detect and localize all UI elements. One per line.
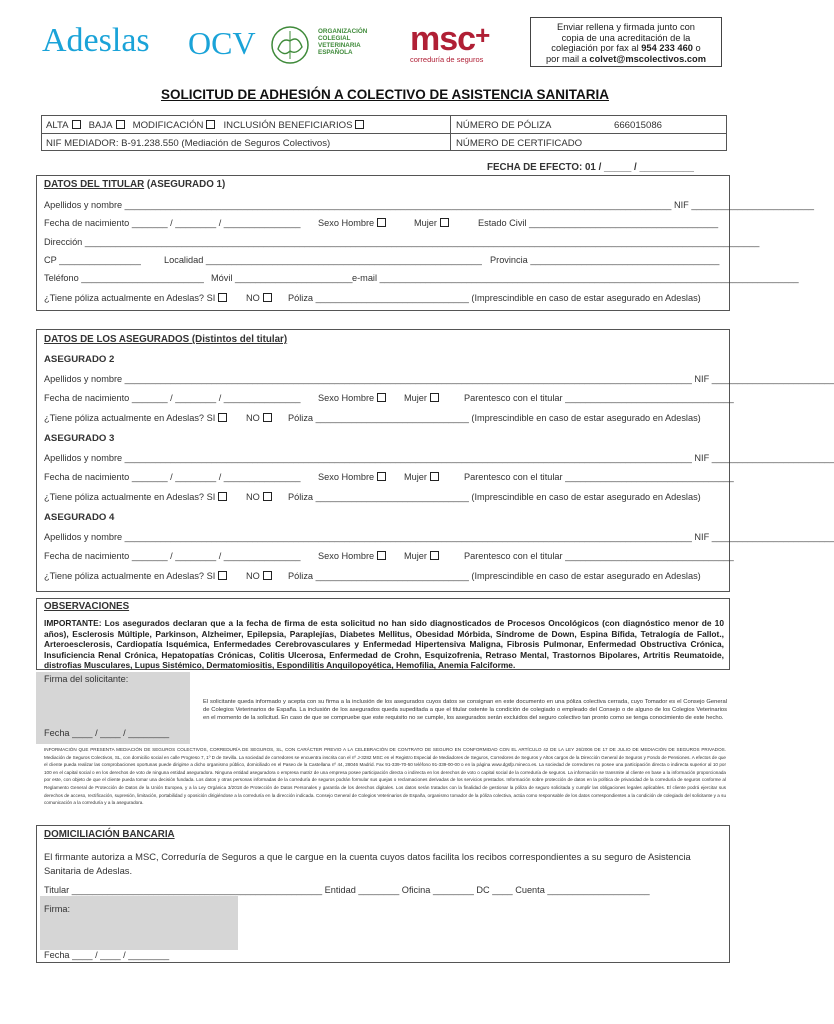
titular-apellidos-field[interactable]: Apellidos y nombre ___________________________________________________________________________________________________________ NIF ________________________ bbox=[44, 200, 814, 210]
poliza-question-group bbox=[44, 413, 227, 423]
page-title: SOLICITUD DE ADHESIÓN A COLECTIVO DE ASISTENCIA SANITARIA bbox=[160, 87, 610, 102]
poliza-no-checkbox[interactable] bbox=[263, 571, 272, 580]
sexo-hombre-group bbox=[318, 393, 386, 403]
modificacion-label: MODIFICACIÓN bbox=[132, 120, 204, 131]
poliza-no-label: NO bbox=[246, 571, 260, 581]
numero-poliza-label: NÚMERO DE PÓLIZA bbox=[456, 120, 552, 131]
poliza-no-group bbox=[246, 413, 272, 423]
movil-field[interactable]: Móvil _______________________ bbox=[211, 273, 353, 283]
poliza-no-label: NO bbox=[246, 492, 260, 502]
mujer-checkbox[interactable] bbox=[430, 551, 439, 560]
asegurado-apellidos-field[interactable]: Apellidos y nombre _______________________________________________________________________________________________________________ NIF ________________________ bbox=[44, 374, 834, 384]
asegurado-poliza-field[interactable]: Póliza ______________________________ (Imprescindible en caso de estar asegurado en Adeslas) bbox=[288, 413, 701, 423]
ocv-logo: OCV bbox=[188, 25, 256, 61]
asegurado-fecha-nac-field[interactable]: Fecha de nacimiento _______ / ________ / _______________ bbox=[44, 472, 301, 482]
mujer-checkbox[interactable] bbox=[440, 218, 449, 227]
mujer-group bbox=[404, 472, 439, 482]
notice-line: o bbox=[692, 43, 701, 54]
poliza-question-group bbox=[44, 492, 227, 502]
bank-account-field[interactable]: Titular _________________________________________________ Entidad ________ Oficina ________ DC ____ Cuenta ____________________ bbox=[44, 885, 650, 895]
alta-label: ALTA bbox=[46, 120, 69, 131]
poliza-si-checkbox[interactable] bbox=[218, 492, 227, 501]
asegurado-fecha-nac-field[interactable]: Fecha de nacimiento _______ / ________ / _______________ bbox=[44, 551, 301, 561]
email-link[interactable]: colvet@mscolectivos.com bbox=[589, 53, 706, 64]
poliza-no-checkbox[interactable] bbox=[263, 413, 272, 422]
hombre-checkbox[interactable] bbox=[377, 551, 386, 560]
provincia-field[interactable]: Provincia _____________________________________ bbox=[490, 255, 720, 265]
parentesco-field[interactable]: Parentesco con el titular _________________________________ bbox=[464, 393, 734, 403]
observaciones-body: Los asegurados declaran que a la fecha de firma de esta solicitud no han sido diagnosticados de Procesos Oncológicos (con diagnóstico menor de 10 años), Esclerosis Múltiple, Parkinson, Alzheimer, Epilepsia, Paraplejías, Diabetes Mellitus, Obesidad Mórbida, Síndrome de Down, Espina Bífida, Tetralogía de Fallot., Arteroesclerosis, Cardiopatía Isquémica, Enfermedades Cerebrovasculares y Enfermedad Hipertensiva Maligna, Fibrosis Pulmonar, Enfermedad Obstructiva Crónica, Insuficiencia Renal Crónica, Hepatopatías Crónicas, Colitis Ulcerosa, Enfermedad de Crohn, Esquizofrenia, Retraso Mental, Trastornos Bipolares, Artritis Reumatoide, distrofias Musculares, Lupus Sistémico, Dermatomiositis, Espondilitis Anquilopoyética, Hemofilia, Anemia Falciforme. bbox=[44, 618, 724, 671]
domiciliacion-heading: DOMICILIACIÓN BANCARIA bbox=[44, 829, 175, 840]
firma-solicitante-label: Firma del solicitante: bbox=[44, 674, 129, 684]
msc-subtitle: correduría de seguros bbox=[410, 55, 484, 64]
hombre-checkbox[interactable] bbox=[377, 472, 386, 481]
poliza-question-label: ¿Tiene póliza actualmente en Adeslas? SI bbox=[44, 571, 216, 581]
titular-heading-sub: (ASEGURADO 1) bbox=[144, 179, 226, 190]
legal-information: INFORMACIÓN QUE PRESENTA MEDIACIÓN DE SEGUROS COLECTIVOS, CORREDURÍA DE SEGUROS, SL, CON CARÁCTER PREVIO A LA CELEBRACIÓN DE CONTRATO DE SEGURO EN CONFORMIDAD CON EL ARTÍCULO 42 DE LA LEY 26/2006 DE 17 DE JULIO DE MEDIACIÓN DE SEGUROS PRIVADOS. Mediación de Seguros Colectivos, SL, con domicilio social en calle Progreso 7, 1º D de Sevilla. La sociedad de corredores se encuentra inscrita con el nº J-3282 MSC en el Registro Especial de Mediadores de Seguros, Corredores de Seguros y Altos cargos de la Dirección General de Seguros y Fondo de Pensiones. A efectos de que el cliente pueda realizar las comprobaciones oportunas puede dirigirse a dicho organismo público, domiciliado en el Paseo de la Castellana nº 44, 28046 Madrid. Fax 91-339-70-50 teléfono 91-339-00-00 o en la página www.dgsfp.mineco.es. La sociedad de corredores no posee una participación directa o indirecta superior al 10 por 100 en el capital social o en los derechos de voto de ninguna entidad aseguradora. Ninguna entidad aseguradora o empresa matriz de una empresa posee participación directa o indirecta en los derechos de voto o capital social de la correduría de seguros. La información se transmite al cliente en base a la información proporcionada por este, con objeto de que el cliente pueda tomar una decisión fundada. Los datos y otras personas informadas de la correduría de seguros podrán formular sus quejas o reclamaciones derivadas de los servicios prestados. Información sobre protección de datos en la política de privacidad de la correduría de seguros conforme al Reglamento General de Protección de Datos de la Unión Europea, y a la Ley Orgánica 3/2018 de Protección de Datos Personales y garantía de los derechos digitales. Los datos serán tratados con la finalidad de gestionar la póliza de seguro solicitada y cumplir las obligaciones legales aplicables. El cliente podrá ejercitar sus derechos de acceso, rectificación, supresión, limitación, portabilidad y oposición dirigiéndose a la correduría en la dirección indicada. Consejo General de Colegios Veterinarios de España, organismo tomador de la póliza colectiva, actúa como responsable de los datos correspondientes a la condición de colegiado del solicitante y a su comunicación a la correduría y a la aseguradora. bbox=[44, 747, 726, 806]
mujer-checkbox[interactable] bbox=[430, 393, 439, 402]
hombre-checkbox[interactable] bbox=[377, 218, 386, 227]
poliza-no-label: NO bbox=[246, 413, 260, 423]
parentesco-field[interactable]: Parentesco con el titular _________________________________ bbox=[464, 551, 734, 561]
poliza-question: ¿Tiene póliza actualmente en Adeslas? SI bbox=[44, 293, 216, 303]
poliza-no-checkbox[interactable] bbox=[263, 293, 272, 302]
baja-label: BAJA bbox=[88, 120, 113, 131]
asegurado-label: ASEGURADO 4 bbox=[44, 512, 115, 523]
sexo-hombre-group bbox=[318, 551, 386, 561]
mujer-label: Mujer bbox=[404, 551, 427, 561]
fecha-efecto[interactable]: FECHA DE EFECTO: 01 / _____ / __________ bbox=[487, 162, 694, 173]
divider bbox=[41, 133, 727, 134]
poliza-question-label: ¿Tiene póliza actualmente en Adeslas? SI bbox=[44, 413, 216, 423]
mujer-label: Mujer bbox=[404, 472, 427, 482]
localidad-field[interactable]: Localidad ______________________________________________________ bbox=[164, 255, 482, 265]
inclusion-checkbox[interactable] bbox=[355, 120, 364, 129]
mujer-group bbox=[404, 393, 439, 403]
ocv-org-text: ORGANIZACIÓN COLEGIAL VETERINARIA ESPAÑOLA bbox=[318, 28, 368, 56]
sexo-hombre-label: Sexo Hombre bbox=[318, 218, 375, 228]
sexo-hombre-label: Sexo Hombre bbox=[318, 551, 375, 561]
sexo-hombre-label: Sexo Hombre bbox=[318, 393, 375, 403]
mujer-label: Mujer bbox=[404, 393, 427, 403]
notice-box bbox=[530, 17, 722, 67]
notice-line: por mail a bbox=[546, 53, 590, 64]
poliza-question-group bbox=[44, 571, 227, 581]
asegurado-apellidos-field[interactable]: Apellidos y nombre _______________________________________________________________________________________________________________ NIF ________________________ bbox=[44, 532, 834, 542]
numero-poliza-value: 666015086 bbox=[614, 120, 663, 131]
titular-heading bbox=[44, 179, 225, 190]
asegurado-poliza-field[interactable]: Póliza ______________________________ (Imprescindible en caso de estar asegurado en Adeslas) bbox=[288, 571, 701, 581]
adeslas-logo: Adeslas bbox=[42, 22, 150, 59]
parentesco-field[interactable]: Parentesco con el titular _________________________________ bbox=[464, 472, 734, 482]
observaciones-heading: OBSERVACIONES bbox=[44, 601, 130, 612]
sexo-hombre-group bbox=[318, 472, 386, 482]
titular-fecha-nac-field[interactable]: Fecha de nacimiento _______ / ________ / _______________ bbox=[44, 218, 301, 228]
consent-text: El solicitante queda informado y acepta con su firma a la inclusión de los asegurados cuyos datos se consignan en este documento en una póliza colectiva cerrada, cuyo Tomador es el Consejo General de Colegios Veterinarios de España. La inclusión de los asegurados queda supeditada a que el titular ostente la condición de colegiado o empleado del Consejo o de alguno de los Colegios Veterinarios en el momento de la solicitud. En caso de que se compruebe que este requisito no se cumple, los asegurados serán excluidos del seguro colectivo tan pronto como se tenga conocimiento de este hecho. bbox=[203, 699, 727, 721]
email-field[interactable]: e-mail __________________________________________________________________________________ bbox=[352, 273, 799, 283]
poliza-si-checkbox[interactable] bbox=[218, 413, 227, 422]
notice-line: Enviar rellena y firmada junto con bbox=[557, 22, 695, 32]
direccion-field[interactable]: Dirección ____________________________________________________________________________________________________________________________________ bbox=[44, 237, 760, 247]
cp-field[interactable]: CP ________________ bbox=[44, 255, 141, 265]
poliza-si-checkbox[interactable] bbox=[218, 571, 227, 580]
asegurado-label: ASEGURADO 3 bbox=[44, 433, 115, 444]
observaciones-lead: IMPORTANTE: bbox=[44, 618, 102, 628]
poliza-field[interactable]: Póliza ______________________________ (Imprescindible en caso de estar asegurado en Adeslas) bbox=[288, 293, 701, 303]
modificacion-checkbox[interactable] bbox=[206, 120, 215, 129]
notice-line: colegiación por fax al bbox=[551, 43, 642, 54]
domiciliacion-text: El firmante autoriza a MSC, Correduría de Seguros a que le cargue en la cuenta cuyos datos facilita los recibos correspondientes a su seguro de Asistencia Sanitaria de Adeslas. bbox=[44, 851, 691, 876]
asegurado-label: ASEGURADO 2 bbox=[44, 354, 115, 365]
mujer-label: Mujer bbox=[414, 218, 437, 228]
inclusion-label: INCLUSIÓN BENEFICIARIOS bbox=[223, 120, 353, 131]
domiciliacion-fecha-field[interactable]: Fecha ____ / ____ / ________ bbox=[44, 950, 170, 960]
poliza-no-checkbox[interactable] bbox=[263, 492, 272, 501]
firma-fecha-field[interactable]: Fecha ____ / ____ / ________ bbox=[44, 728, 170, 738]
msc-plus: + bbox=[475, 20, 490, 50]
poliza-no-group bbox=[246, 492, 272, 502]
asegurado-apellidos-field[interactable]: Apellidos y nombre _______________________________________________________________________________________________________________ NIF ________________________ bbox=[44, 453, 834, 463]
mujer-group bbox=[404, 551, 439, 561]
poliza-si-checkbox[interactable] bbox=[218, 293, 227, 302]
estado-civil-field[interactable]: Estado Civil _____________________________________ bbox=[478, 218, 719, 228]
hombre-checkbox[interactable] bbox=[377, 393, 386, 402]
domiciliacion-firma-label: Firma: bbox=[44, 904, 71, 914]
numero-certificado-label: NÚMERO DE CERTIFICADO bbox=[456, 138, 583, 149]
ocv-emblem-icon bbox=[268, 25, 312, 65]
msc-logo bbox=[410, 20, 489, 64]
observaciones-text bbox=[44, 618, 724, 671]
telefono-field[interactable]: Teléfono ________________________ bbox=[44, 273, 204, 283]
poliza-no-group bbox=[246, 571, 272, 581]
sexo-hombre-label: Sexo Hombre bbox=[318, 472, 375, 482]
nif-mediador: NIF MEDIADOR: B-91.238.550 (Mediación de Seguros Colectivos) bbox=[46, 138, 331, 149]
asegurado-fecha-nac-field[interactable]: Fecha de nacimiento _______ / ________ / _______________ bbox=[44, 393, 301, 403]
mujer-checkbox[interactable] bbox=[430, 472, 439, 481]
msc-wordmark: msc bbox=[410, 20, 476, 58]
poliza-question-label: ¿Tiene póliza actualmente en Adeslas? SI bbox=[44, 492, 216, 502]
poliza-no-label: NO bbox=[246, 293, 260, 303]
titular-heading-main: DATOS DEL TITULAR bbox=[44, 179, 145, 190]
baja-checkbox[interactable] bbox=[116, 120, 125, 129]
asegurados-heading: DATOS DE LOS ASEGURADOS (Distintos del titular) bbox=[44, 334, 288, 345]
fax-number: 954 233 460 bbox=[641, 43, 693, 54]
alta-checkbox[interactable] bbox=[72, 120, 81, 129]
notice-line: copia de una acreditación de la bbox=[561, 32, 691, 43]
asegurado-poliza-field[interactable]: Póliza ______________________________ (Imprescindible en caso de estar asegurado en Adeslas) bbox=[288, 492, 701, 502]
